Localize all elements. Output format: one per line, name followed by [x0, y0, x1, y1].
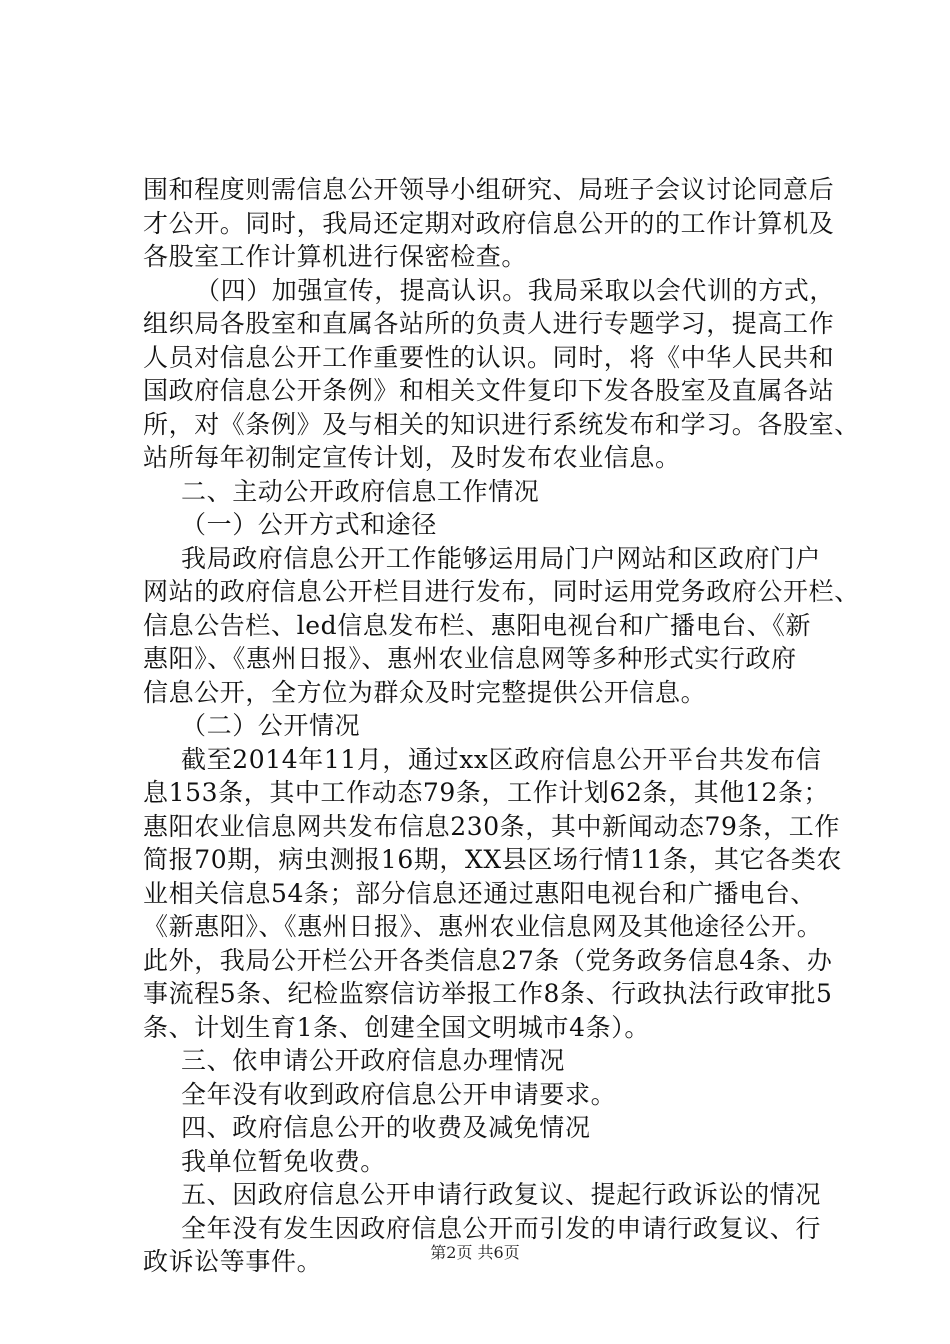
subsection-heading: （二）公开情况 — [181, 711, 361, 740]
text-line: 全年没有收到政府信息公开申请要求。 — [181, 1079, 617, 1109]
text-line: 我局政府信息公开工作能够运用局门户网站和区政府门户 — [181, 543, 822, 573]
text-line: 各股室工作计算机进行保密检查。 — [143, 242, 528, 271]
text-line: 围和程度则需信息公开领导小组研究、局班子会议讨论同意后 — [143, 175, 835, 204]
text-line: 全年没有发生因政府信息公开而引发的申请行政复议、行 — [181, 1213, 822, 1243]
text-line: 网站的政府信息公开栏目进行发布，同时运用党务政府公开栏、 — [143, 577, 860, 606]
text-line: 《新惠阳》、《惠州日报》、惠州农业信息网及其他途径公开。 — [143, 912, 823, 941]
subsection-heading: （一）公开方式和途径 — [181, 510, 438, 539]
text-line: 信息公开，全方位为群众及时完整提供公开信息。 — [143, 677, 707, 707]
text-line: 条、计划生育1条、创建全国文明城市4条）。 — [143, 1012, 650, 1042]
text-line: 事流程5条、纪检监察信访举报工作8条、行政执法行政审批5 — [143, 979, 833, 1008]
section-heading: 五、因政府信息公开申请行政复议、提起行政诉讼的情况 — [181, 1180, 822, 1209]
text-line: 我单位暂免收费。 — [181, 1146, 386, 1176]
text-line: 息153条，其中工作动态79条，工作计划62条，其他12条； — [143, 778, 830, 807]
text-line: 惠阳农业信息网共发布信息230条，其中新闻动态79条，工作 — [143, 811, 840, 841]
text-line: 截至2014年11月，通过xx区政府信息公开平台共发布信 — [181, 744, 822, 774]
document-body — [143, 173, 860, 1279]
text-line: 简报70期，病虫测报16期，XX县区场行情11条，其它各类农 — [143, 845, 843, 874]
text-line: 人员对信息公开工作重要性的认识。同时，将《中华人民共和 — [143, 342, 835, 372]
section-heading: （四）加强宣传，提高认识。我局采取以会代训的方式， — [195, 275, 836, 305]
text-line: 信息公告栏、led信息发布栏、惠阳电视台和广播电台、《新 — [143, 610, 812, 640]
text-line: 所，对《条例》及与相关的知识进行系统发布和学习。各股室、 — [143, 409, 860, 439]
section-heading: 二、主动公开政府信息工作情况 — [181, 476, 540, 506]
section-heading: 四、政府信息公开的收费及减免情况 — [181, 1113, 591, 1142]
text-line: 业相关信息54条；部分信息还通过惠阳电视台和广播电台、 — [143, 878, 817, 908]
text-line: 组织局各股室和直属各站所的负责人进行专题学习，提高工作 — [143, 309, 835, 338]
text-line: 才公开。同时，我局还定期对政府信息公开的的工作计算机及 — [143, 208, 835, 238]
text-line: 国政府信息公开条例》和相关文件复印下发各股室及直属各站 — [143, 376, 835, 405]
text-line: 此外，我局公开栏公开各类信息27条（党务政务信息4条、办 — [143, 945, 833, 975]
section-heading: 三、依申请公开政府信息办理情况 — [181, 1046, 566, 1075]
text-line: 惠阳》、《惠州日报》、惠州农业信息网等多种形式实行政府 — [143, 644, 797, 673]
text-line: 站所每年初制定宣传计划，及时发布农业信息。 — [143, 443, 681, 472]
page-number: 第2页 共6页 — [430, 1243, 520, 1262]
text-line: 政诉讼等事件。 — [143, 1247, 323, 1276]
